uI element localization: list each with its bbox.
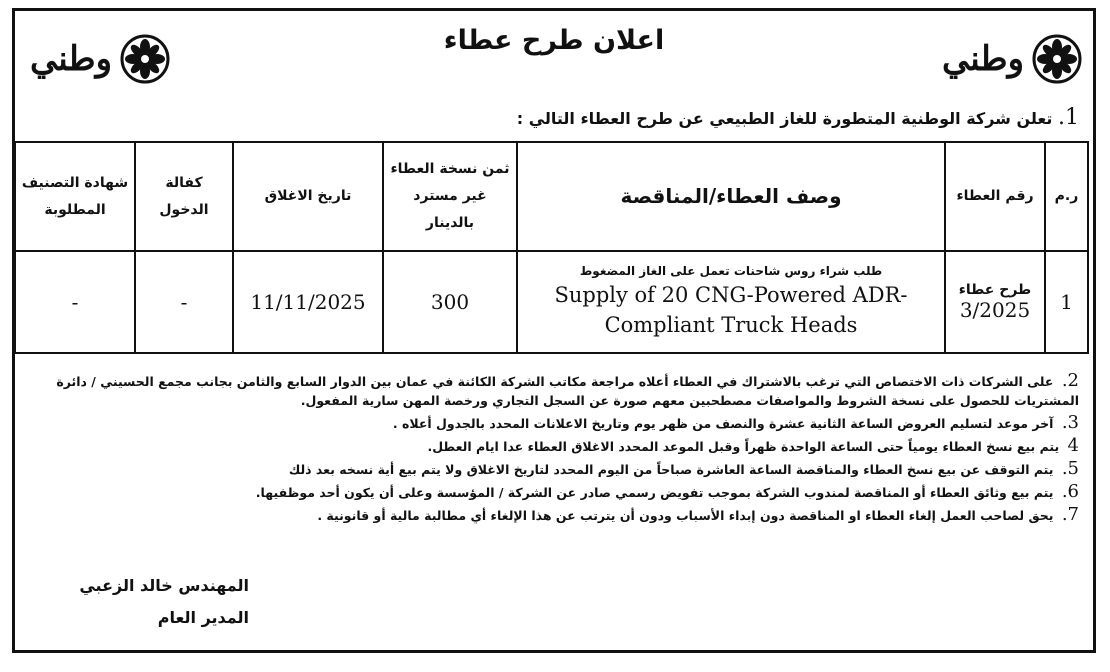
clauses-list bbox=[19, 371, 1079, 528]
tender-number: 3/2025 bbox=[959, 298, 1031, 322]
clause-text: تعلن شركة الوطنية المتطورة للغاز الطبيعي عن طرح العطاء التالي : bbox=[516, 109, 1053, 128]
page-title: اعلان طرح عطاء bbox=[443, 25, 665, 56]
clause-item bbox=[19, 436, 1079, 456]
clause-number: 5. bbox=[1061, 458, 1079, 479]
cell-tender-number bbox=[945, 251, 1045, 353]
description-english: Supply of 20 CNG-Powered ADR-Compliant Truck Heads bbox=[554, 283, 908, 337]
clause-item bbox=[19, 459, 1079, 479]
clause-number: 7. bbox=[1061, 504, 1079, 525]
clause-number: 6. bbox=[1061, 481, 1079, 502]
tender-label: طرح عطاء bbox=[958, 282, 1032, 298]
clause-number: 4 bbox=[1067, 435, 1079, 456]
table-header-row bbox=[15, 142, 1088, 251]
cell-price: 300 bbox=[383, 251, 517, 353]
clause-text: يتم بيع وثائق العطاء أو المناقصة لمندوب الشركة بموجب تفويض رسمي صادر عن الشركة / المؤسسة وعلى أن يكون أحد موظفيها. bbox=[255, 485, 1054, 500]
clause-text: على الشركات ذات الاختصاص التي ترغب بالاشتراك في العطاء أعلاه مراجعة مكاتب الشركة الكائنة في عمان بين الدوار السابع والثامن بجانب مجمع الحسيني / دائرة المشتريات للحصول على نسخة الشروط والمواصفات مصطحبين معهم صورة عن السجل التجاري ورخصة المهن سارية المفعول. bbox=[56, 374, 1079, 408]
flower-emblem-icon bbox=[119, 33, 171, 85]
header-classification: شهادة التصنيف المطلوبة bbox=[15, 142, 135, 251]
header-price: ثمن نسخة العطاء غير مسترد بالدينار bbox=[383, 142, 517, 251]
header-entry-bond: كفالة الدخول bbox=[135, 142, 233, 251]
clause-text: آخر موعد لتسليم العروض الساعة الثانية عشرة والنصف من ظهر يوم وتاريخ الاعلانات المحدد بالجدول أعلاه . bbox=[392, 416, 1054, 431]
header-closing-date: تاريخ الاغلاق bbox=[233, 142, 383, 251]
clause-item bbox=[19, 413, 1079, 433]
clause-text: يتم التوقف عن بيع نسخ العطاء والمناقصة الساعة العاشرة صباحاً من اليوم المحدد لتاريخ الاغلاق ولا يتم بيع أية نسخه بعد ذلك bbox=[288, 462, 1054, 477]
clause-number: 3. bbox=[1061, 412, 1079, 433]
header-index: ر.م bbox=[1045, 142, 1088, 251]
cell-entry-bond: - bbox=[135, 251, 233, 353]
company-logo-left bbox=[21, 33, 171, 89]
tender-table bbox=[14, 141, 1089, 354]
cell-description bbox=[517, 251, 945, 353]
cell-classification: - bbox=[15, 251, 135, 353]
clause-item bbox=[19, 482, 1079, 502]
clause-text: يحق لصاحب العمل إلغاء العطاء او المناقصة دون إبداء الأسباب ودون أن يترتب عن هذا الإلغاء أي مطالبة مالية أو قانونية . bbox=[317, 508, 1054, 523]
tender-announcement bbox=[12, 8, 1096, 653]
clause-number: 2. bbox=[1061, 370, 1079, 391]
cell-index: 1 bbox=[1045, 251, 1088, 353]
description-arabic: طلب شراء روس شاحنات تعمل على الغاز المضغوط bbox=[579, 264, 883, 278]
clause-number: 1. bbox=[1058, 105, 1079, 130]
header-tender-number: رقم العطاء bbox=[945, 142, 1045, 251]
clause-item bbox=[19, 505, 1079, 525]
header-description: وصف العطاء/المناقصة bbox=[517, 142, 945, 251]
intro-clause bbox=[517, 105, 1079, 130]
clause-text: يتم بيع نسخ العطاء يومياً حتى الساعة الواحدة ظهراً وقبل الموعد المحدد الاغلاق العطاء عدا ايام العطل. bbox=[427, 439, 1060, 454]
signatory-position: المدير العام bbox=[157, 608, 249, 627]
signatory-name: المهندس خالد الزعبي bbox=[79, 576, 249, 595]
logo-wordmark: وطني bbox=[29, 39, 113, 79]
cell-closing-date: 11/11/2025 bbox=[233, 251, 383, 353]
logo-wordmark: وطني bbox=[941, 39, 1025, 79]
table-row bbox=[15, 251, 1088, 353]
clause-item bbox=[19, 371, 1079, 410]
